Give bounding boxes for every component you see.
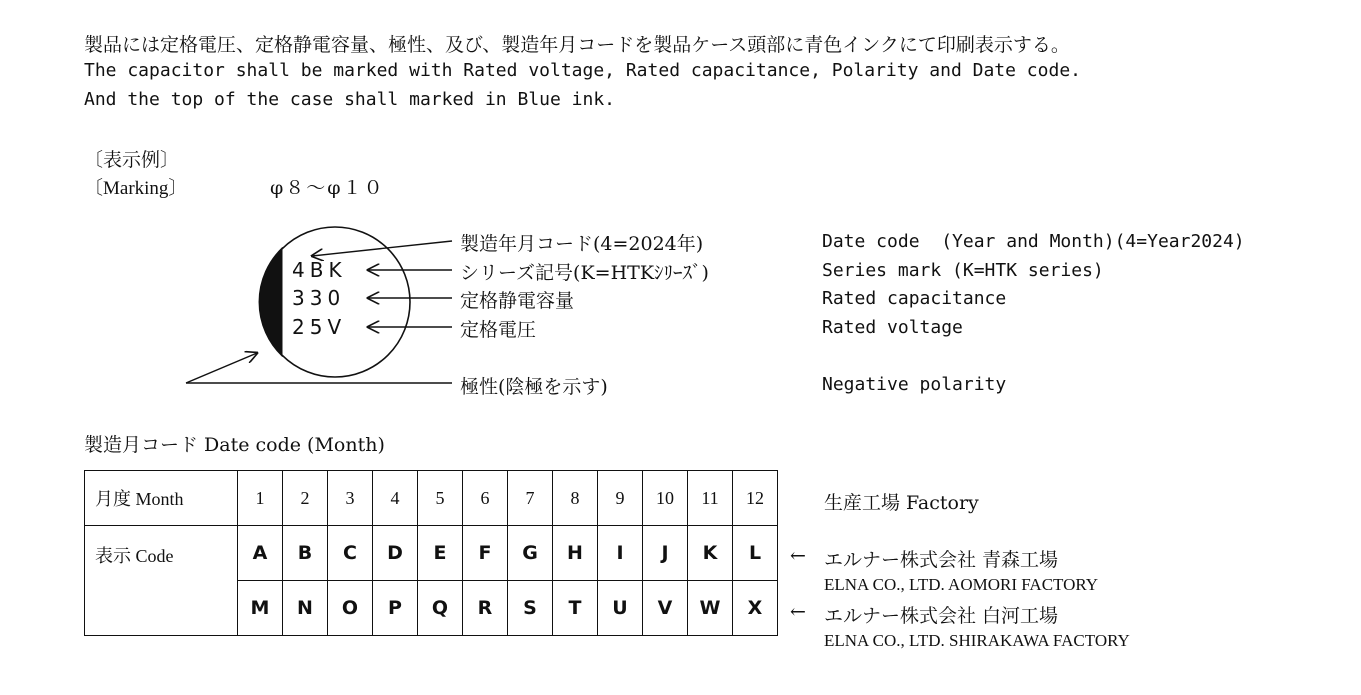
factory-aomori-jp: エルナー株式会社 青森工場 bbox=[824, 549, 1059, 571]
code-cell: K bbox=[688, 526, 733, 581]
month-cell: 1 bbox=[238, 471, 283, 526]
intro-english-line-1: The capacitor shall be marked with Rated voltage, Rated capacitance, Polarity and Date code. bbox=[84, 60, 1081, 81]
callout-polarity-en: Negative polarity bbox=[822, 374, 1007, 395]
month-cell: 10 bbox=[643, 471, 688, 526]
month-cell: 12 bbox=[733, 471, 778, 526]
code-cell: C bbox=[328, 526, 373, 581]
intro-japanese-text: 製品には定格電圧、定格静電容量、極性、及び、製造年月コードを製品ケース頭部に青色インクにて印刷表示する。 bbox=[84, 34, 1070, 56]
code-cell: T bbox=[553, 581, 598, 636]
callout-polarity-jp: 極性(陰極を示す) bbox=[460, 376, 608, 398]
left-arrow-icon: ← bbox=[790, 545, 806, 567]
code-row-label: 表示 Code bbox=[85, 526, 238, 636]
negative-polarity-band bbox=[259, 248, 282, 356]
left-arrow-icon: ← bbox=[790, 601, 806, 623]
code-cell: H bbox=[553, 526, 598, 581]
month-cell: 9 bbox=[598, 471, 643, 526]
month-row-label: 月度 Month bbox=[85, 471, 238, 526]
marking-example-label-en: 〔Marking〕 bbox=[84, 178, 188, 199]
code-cell: V bbox=[643, 581, 688, 636]
code-cell: S bbox=[508, 581, 553, 636]
month-cell: 3 bbox=[328, 471, 373, 526]
callout-series-mark-jp: シリーズ記号(K=HTKｼﾘｰｽﾞ) bbox=[460, 262, 709, 284]
code-cell: W bbox=[688, 581, 733, 636]
factory-aomori-en: ELNA CO., LTD. AOMORI FACTORY bbox=[824, 575, 1099, 594]
code-cell: G bbox=[508, 526, 553, 581]
intro-english-line-2: And the top of the case shall marked in Blue ink. bbox=[84, 89, 616, 110]
code-cell: M bbox=[238, 581, 283, 636]
callout-series-mark-en: Series mark (K=HTK series) bbox=[822, 260, 1104, 281]
capacitor-marking-date-series: 4BK bbox=[292, 258, 347, 282]
factory-shirakawa-jp: エルナー株式会社 白河工場 bbox=[824, 605, 1059, 627]
code-cell: D bbox=[373, 526, 418, 581]
month-cell: 7 bbox=[508, 471, 553, 526]
month-cell: 5 bbox=[418, 471, 463, 526]
month-cell: 8 bbox=[553, 471, 598, 526]
month-cell: 2 bbox=[283, 471, 328, 526]
marking-example-label-jp: 〔表示例〕 bbox=[84, 149, 180, 171]
capacitor-marking-capacitance: 330 bbox=[292, 286, 346, 310]
factory-shirakawa-en: ELNA CO., LTD. SHIRAKAWA FACTORY bbox=[824, 631, 1130, 650]
code-cell: R bbox=[463, 581, 508, 636]
code-cell: L bbox=[733, 526, 778, 581]
callout-voltage-jp: 定格電圧 bbox=[460, 319, 537, 341]
code-cell: F bbox=[463, 526, 508, 581]
code-cell: U bbox=[598, 581, 643, 636]
callout-date-code-jp: 製造年月コード(4=2024年) bbox=[460, 233, 704, 255]
callout-voltage-en: Rated voltage bbox=[822, 317, 963, 338]
month-table-title: 製造月コード Date code (Month) bbox=[84, 434, 385, 456]
code-cell: Q bbox=[418, 581, 463, 636]
size-range: φ８～φ１０ bbox=[270, 177, 385, 199]
code-cell: I bbox=[598, 526, 643, 581]
callout-date-code-en: Date code (Year and Month)(4=Year2024) bbox=[822, 231, 1245, 252]
month-cell: 6 bbox=[463, 471, 508, 526]
factory-header: 生産工場 Factory bbox=[824, 492, 979, 514]
callout-capacitance-jp: 定格静電容量 bbox=[460, 290, 575, 312]
code-cell: X bbox=[733, 581, 778, 636]
callout-capacitance-en: Rated capacitance bbox=[822, 288, 1007, 309]
code-cell: P bbox=[373, 581, 418, 636]
month-code-table bbox=[84, 470, 778, 636]
table-row-aomori-codes bbox=[85, 526, 778, 581]
code-cell: A bbox=[238, 526, 283, 581]
code-cell: N bbox=[283, 581, 328, 636]
code-cell: O bbox=[328, 581, 373, 636]
month-cell: 4 bbox=[373, 471, 418, 526]
capacitor-marking-voltage: 25V bbox=[292, 315, 347, 339]
code-cell: J bbox=[643, 526, 688, 581]
code-cell: E bbox=[418, 526, 463, 581]
table-row-months bbox=[85, 471, 778, 526]
month-cell: 11 bbox=[688, 471, 733, 526]
code-cell: B bbox=[283, 526, 328, 581]
polarity-leader-diagonal bbox=[186, 353, 257, 383]
